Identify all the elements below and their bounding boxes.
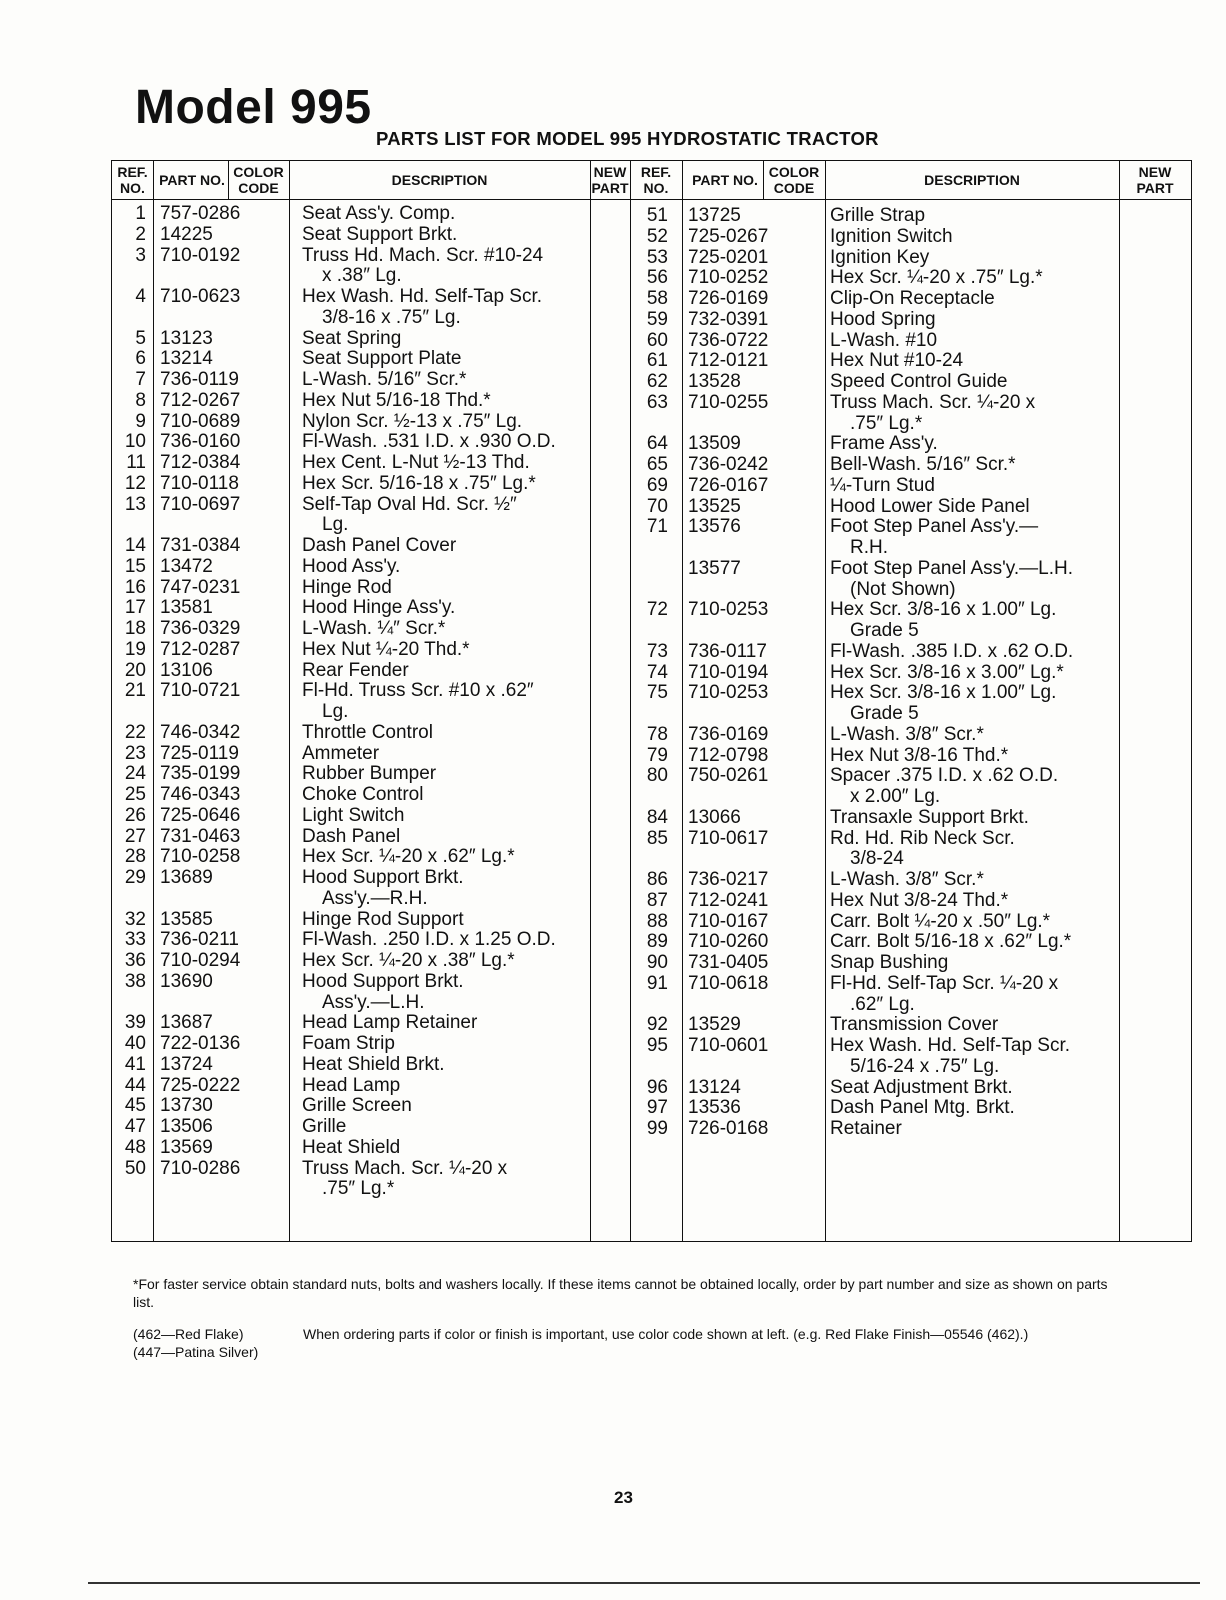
part-number: 13576 [688, 516, 741, 538]
part-description: Hinge Rod Support [302, 908, 464, 930]
parts-list-heading: PARTS LIST FOR MODEL 995 HYDROSTATIC TRACTOR [376, 128, 879, 149]
part-description: Rear Fender [302, 659, 409, 681]
ref-number: 44 [124, 1074, 146, 1096]
part-description: Frame Ass'y. [830, 433, 938, 455]
part-number: 13525 [688, 495, 741, 517]
ref-number: 89 [646, 931, 668, 953]
ref-number: 3 [135, 244, 146, 266]
part-description: Foam Strip [302, 1033, 395, 1054]
part-number: 712-0267 [160, 389, 241, 411]
ref-number: 24 [124, 763, 146, 785]
part-description: Hex Nut 3/8-16 Thd.* [830, 744, 1009, 766]
part-description: Hex Nut #10-24 [830, 350, 964, 372]
part-description: Retainer [830, 1118, 902, 1139]
color-code-legend [133, 1325, 258, 1361]
part-description: Grade 5 [850, 703, 919, 724]
part-number: 13581 [160, 597, 213, 619]
part-description: ¼-Turn Stud [830, 474, 935, 496]
ref-number: 20 [124, 659, 146, 681]
header-description: DESCRIPTION [924, 172, 1020, 188]
ref-number: 80 [646, 765, 668, 787]
ref-number: 61 [646, 350, 668, 372]
part-number: 722-0136 [160, 1033, 241, 1054]
ref-number: 74 [646, 661, 668, 683]
part-number: 13724 [160, 1053, 213, 1075]
ref-number: 19 [124, 638, 146, 660]
ref-number: 17 [124, 597, 146, 619]
part-description: .62″ Lg. [850, 993, 915, 1015]
ref-number: 38 [124, 970, 146, 992]
part-number: 13585 [160, 908, 213, 930]
part-number: 725-0646 [160, 804, 241, 826]
part-number: 710-0617 [688, 827, 769, 849]
part-description: 3/8-24 [850, 848, 904, 870]
ref-number: 5 [135, 327, 146, 349]
part-description: Seat Ass'y. Comp. [302, 203, 456, 224]
part-description: Grille Screen [302, 1095, 412, 1117]
header-new-part: NEW PART [1136, 164, 1174, 196]
part-description: Snap Bushing [830, 952, 949, 973]
part-description: Fl-Hd. Truss Scr. #10 x .62″ [302, 680, 534, 702]
part-description: Seat Support Brkt. [302, 223, 458, 245]
ref-number: 26 [124, 804, 146, 826]
part-description: Transaxle Support Brkt. [830, 806, 1029, 828]
part-description: Truss Mach. Scr. ¼-20 x [302, 1157, 508, 1179]
part-description: Hex Scr. ¼-20 x .75″ Lg.* [830, 267, 1043, 289]
ref-number: 45 [124, 1095, 146, 1117]
color-instruction: When ordering parts if color or finish is important, use color code shown at left. (e.g. Red Flake Finish—05546 (462).) [303, 1326, 1029, 1342]
ref-number: 2 [135, 223, 146, 245]
part-number: 736-0242 [688, 454, 769, 475]
part-description: Fl-Wash. .385 I.D. x .62 O.D. [830, 640, 1074, 662]
ref-number: 72 [646, 599, 668, 621]
part-description: L-Wash. 3/8″ Scr.* [830, 869, 984, 890]
part-number: 725-0222 [160, 1074, 241, 1096]
part-number: 13730 [160, 1095, 213, 1117]
part-description: L-Wash. 3/8″ Scr.* [830, 723, 984, 745]
part-number: 736-0329 [160, 618, 241, 639]
part-description: Dash Panel [302, 825, 401, 847]
part-number: 735-0199 [160, 763, 241, 785]
part-number: 13689 [160, 867, 213, 888]
part-description: L-Wash. ¼″ Scr.* [302, 618, 446, 639]
ref-number: 40 [124, 1033, 146, 1054]
part-description: Hex Wash. Hd. Self-Tap Scr. [830, 1035, 1071, 1056]
ref-number: 78 [646, 723, 668, 745]
ref-number: 84 [646, 806, 668, 828]
part-description: .75″ Lg.* [850, 412, 923, 434]
ref-number: 97 [646, 1097, 668, 1119]
part-number: 13536 [688, 1097, 741, 1119]
ref-number: 28 [124, 846, 146, 868]
part-description: Clip-On Receptacle [830, 288, 995, 309]
ref-number: 7 [135, 369, 146, 390]
ref-number: 27 [124, 825, 146, 847]
ref-number: 36 [124, 950, 146, 971]
part-number: 710-0253 [688, 682, 769, 704]
part-description: x 2.00″ Lg. [850, 786, 941, 807]
part-description: Hex Scr. 5/16-18 x .75″ Lg.* [302, 472, 536, 494]
ref-number: 95 [646, 1035, 668, 1056]
bottom-rule [88, 1582, 1200, 1584]
part-number: 736-0117 [688, 640, 767, 662]
part-description: Head Lamp Retainer [302, 1012, 478, 1034]
ref-number: 73 [646, 640, 668, 662]
part-description: Hinge Rod [302, 576, 392, 598]
part-number: 746-0343 [160, 784, 241, 805]
part-number: 13506 [160, 1116, 213, 1137]
part-number: 710-0623 [160, 286, 241, 307]
part-description: L-Wash. 5/16″ Scr.* [302, 369, 467, 390]
ref-number: 52 [646, 225, 668, 247]
part-description: Light Switch [302, 804, 405, 826]
part-description: Hex Scr. 3/8-16 x 3.00″ Lg.* [830, 661, 1064, 683]
part-number: 712-0121 [688, 350, 769, 372]
ref-number: 56 [646, 267, 668, 289]
part-number: 726-0167 [688, 474, 769, 496]
part-number: 13577 [688, 557, 741, 579]
ref-number: 63 [646, 391, 668, 413]
parts-table [111, 160, 1192, 1242]
header-new-part: NEW PART [591, 164, 629, 196]
part-description: .75″ Lg.* [322, 1178, 395, 1200]
part-number: 731-0384 [160, 535, 241, 556]
part-description: Grille Strap [830, 205, 926, 226]
part-description: 5/16-24 x .75″ Lg. [850, 1055, 1000, 1077]
header-color-code: COLOR CODE [768, 164, 820, 196]
header-description: DESCRIPTION [391, 172, 488, 188]
part-number: 13569 [160, 1136, 213, 1158]
part-number: 710-0192 [160, 244, 241, 266]
part-description: Hex Nut 3/8-24 Thd.* [830, 889, 1009, 911]
part-number: 710-0721 [160, 680, 241, 702]
ref-number: 85 [646, 827, 668, 849]
ref-number: 18 [124, 618, 146, 639]
part-number: 13124 [688, 1076, 741, 1098]
page-number: 23 [614, 1488, 633, 1507]
part-number: 746-0342 [160, 721, 241, 743]
part-description: Hex Nut 5/16-18 Thd.* [302, 389, 491, 411]
part-number: 726-0168 [688, 1118, 769, 1139]
part-description: Hood Ass'y. [302, 555, 401, 577]
ref-number: 96 [646, 1076, 668, 1098]
ref-number: 22 [124, 721, 146, 743]
ref-number: 13 [124, 493, 146, 515]
part-description: Dash Panel Mtg. Brkt. [830, 1097, 1015, 1119]
part-number: 736-0217 [688, 869, 769, 890]
part-description: Throttle Control [302, 721, 433, 743]
part-number: 731-0463 [160, 825, 241, 847]
part-description: Hex Nut ¼-20 Thd.* [302, 638, 470, 660]
part-description: Carr. Bolt ¼-20 x .50″ Lg.* [830, 910, 1051, 932]
part-description: (Not Shown) [850, 578, 956, 600]
part-number: 757-0286 [160, 203, 241, 224]
part-description: Carr. Bolt 5/16-18 x .62″ Lg.* [830, 931, 1072, 953]
part-description: Speed Control Guide [830, 371, 1008, 392]
part-number: 726-0169 [688, 288, 769, 309]
ref-number: 25 [124, 784, 146, 805]
ref-number: 60 [646, 329, 668, 351]
ref-number: 79 [646, 744, 668, 766]
part-description: Hood Hinge Ass'y. [302, 597, 456, 619]
part-number: 712-0798 [688, 744, 769, 766]
part-number: 710-0286 [160, 1157, 241, 1179]
part-number: 710-0252 [688, 267, 769, 289]
part-description: Heat Shield Brkt. [302, 1053, 445, 1075]
part-number: 13690 [160, 970, 213, 992]
part-description: Ass'y.—R.H. [322, 887, 428, 909]
part-description: Ammeter [302, 742, 380, 764]
part-number: 13066 [688, 806, 741, 828]
part-number: 710-0260 [688, 931, 769, 953]
part-number: 710-0697 [160, 493, 241, 515]
ref-number: 75 [646, 682, 668, 704]
part-number: 710-0601 [688, 1035, 769, 1056]
part-description: x .38″ Lg. [322, 265, 402, 287]
part-description: Foot Step Panel Ass'y.— [830, 516, 1039, 538]
part-description: Hex Scr. 3/8-16 x 1.00″ Lg. [830, 682, 1057, 704]
ref-number: 6 [135, 348, 146, 370]
part-number: 13528 [688, 371, 741, 392]
color-code-red: (462—Red Flake) [133, 1326, 244, 1342]
part-number: 13472 [160, 555, 213, 577]
part-number: 710-0294 [160, 950, 241, 971]
header-part-no: PART NO. [159, 172, 225, 188]
part-number: 13529 [688, 1014, 741, 1036]
ref-number: 9 [135, 410, 146, 432]
header-ref-no: REF. NO. [640, 164, 672, 196]
header-color-code: COLOR CODE [233, 164, 284, 196]
part-description: Fl-Hd. Self-Tap Scr. ¼-20 x [830, 972, 1059, 994]
part-number: 712-0287 [160, 638, 241, 660]
ref-number: 12 [124, 472, 146, 494]
part-number: 13509 [688, 433, 741, 455]
part-description: Dash Panel Cover [302, 535, 457, 556]
part-number: 710-0194 [688, 661, 769, 683]
ref-number: 87 [646, 889, 668, 911]
part-number: 750-0261 [688, 765, 769, 787]
part-description: Rd. Hd. Rib Neck Scr. [830, 827, 1015, 849]
part-number: 736-0211 [160, 929, 239, 951]
part-number: 14225 [160, 223, 213, 245]
ref-number: 11 [126, 452, 146, 473]
part-number: 725-0267 [688, 225, 769, 247]
ref-number: 88 [646, 910, 668, 932]
part-description: Lg. [322, 701, 349, 722]
ref-number: 92 [646, 1014, 668, 1036]
part-description: Ignition Switch [830, 225, 953, 247]
ref-number: 32 [124, 908, 146, 930]
part-description: Hood Support Brkt. [302, 970, 464, 992]
ref-number: 10 [124, 431, 146, 453]
ref-number: 16 [124, 576, 146, 598]
part-number: 736-0722 [688, 329, 769, 351]
ref-number: 47 [124, 1116, 146, 1137]
model-title: Model 995 [135, 81, 372, 134]
footnote: *For faster service obtain standard nuts, bolts and washers locally. If these items cannot be obtained locally, order by part number and size as shown on parts list. [133, 1276, 1108, 1310]
part-number: 725-0119 [160, 742, 239, 764]
part-description: Self-Tap Oval Hd. Scr. ½″ [302, 493, 517, 515]
part-description: Hex Scr. ¼-20 x .38″ Lg.* [302, 950, 515, 971]
part-number: 710-0167 [688, 910, 769, 932]
part-number: 747-0231 [160, 576, 241, 598]
ref-number: 91 [646, 972, 668, 994]
part-description: Truss Mach. Scr. ¼-20 x [830, 391, 1036, 413]
part-description: Grille [302, 1116, 347, 1137]
part-description: Seat Adjustment Brkt. [830, 1076, 1013, 1098]
part-number: 710-0255 [688, 391, 769, 413]
part-description: Transmission Cover [830, 1014, 999, 1036]
part-number: 712-0241 [688, 889, 769, 911]
part-number: 710-0258 [160, 846, 241, 868]
part-description: Fl-Wash. .531 I.D. x .930 O.D. [302, 431, 556, 453]
part-number: 13106 [160, 659, 213, 681]
part-description: 3/8-16 x .75″ Lg. [322, 306, 461, 328]
ref-number: 41 [124, 1053, 146, 1075]
part-number: 710-0689 [160, 410, 241, 432]
ref-number: 8 [135, 389, 146, 411]
ref-number: 39 [124, 1012, 146, 1034]
part-number: 736-0119 [160, 369, 239, 390]
part-number: 13687 [160, 1012, 213, 1034]
part-description: Hood Spring [830, 308, 936, 330]
part-description: Head Lamp [302, 1074, 401, 1096]
ref-number: 23 [124, 742, 146, 764]
part-description: Truss Hd. Mach. Scr. #10-24 [302, 244, 544, 266]
ref-number: 53 [646, 246, 668, 268]
ref-number: 1 [135, 203, 146, 224]
ref-number: 70 [646, 495, 668, 517]
ref-number: 64 [646, 433, 668, 455]
ref-number: 65 [646, 454, 668, 475]
part-number: 736-0160 [160, 431, 241, 453]
part-description: Hood Support Brkt. [302, 867, 464, 888]
part-number: 13214 [160, 348, 213, 370]
header-part-no: PART NO. [692, 172, 758, 188]
part-description: Ignition Key [830, 246, 930, 268]
ref-number: 51 [646, 205, 668, 226]
part-description: Hex Scr. 3/8-16 x 1.00″ Lg. [830, 599, 1057, 621]
ref-number: 62 [646, 371, 668, 392]
ref-number: 15 [124, 555, 146, 577]
part-description: Foot Step Panel Ass'y.—L.H. [830, 557, 1074, 579]
ref-number: 69 [646, 474, 668, 496]
ref-number: 71 [646, 516, 668, 538]
ref-number: 58 [646, 288, 668, 309]
ref-number: 14 [124, 535, 146, 556]
part-description: Hex Wash. Hd. Self-Tap Scr. [302, 286, 543, 307]
ref-number: 86 [646, 869, 668, 890]
part-description: Lg. [322, 514, 349, 536]
part-description: Fl-Wash. .250 I.D. x 1.25 O.D. [302, 929, 556, 951]
part-description: Heat Shield [302, 1136, 401, 1158]
part-description: Grade 5 [850, 620, 919, 641]
part-description: Hex Cent. L-Nut ½-13 Thd. [302, 452, 530, 473]
part-number: 725-0201 [688, 246, 769, 268]
ref-number: 90 [646, 952, 668, 973]
part-description: Seat Spring [302, 327, 402, 349]
ref-number: 4 [135, 286, 146, 307]
ref-number: 59 [646, 308, 668, 330]
color-code-silver: (447—Patina Silver) [133, 1344, 259, 1360]
ref-number: 99 [646, 1118, 668, 1139]
part-description: Spacer .375 I.D. x .62 O.D. [830, 765, 1059, 787]
ref-number: 33 [124, 929, 146, 951]
part-description: R.H. [850, 537, 888, 558]
part-description: Seat Support Plate [302, 348, 462, 370]
header-ref-no: REF. NO. [117, 164, 148, 196]
part-number: 736-0169 [688, 723, 769, 745]
part-description: L-Wash. #10 [830, 329, 938, 351]
part-description: Nylon Scr. ½-13 x .75″ Lg. [302, 410, 523, 432]
ref-number: 50 [124, 1157, 146, 1179]
ref-number: 48 [124, 1136, 146, 1158]
part-description: Hood Lower Side Panel [830, 495, 1030, 517]
part-description: Ass'y.—L.H. [322, 991, 425, 1013]
part-number: 13123 [160, 327, 213, 349]
part-number: 712-0384 [160, 452, 241, 473]
part-description: Choke Control [302, 784, 424, 805]
part-description: Rubber Bumper [302, 763, 437, 785]
ref-number: 21 [124, 680, 146, 702]
part-number: 710-0118 [160, 472, 239, 494]
part-number: 710-0618 [688, 972, 769, 994]
ref-number: 29 [124, 867, 146, 888]
part-description: Bell-Wash. 5/16″ Scr.* [830, 454, 1016, 475]
part-number: 732-0391 [688, 308, 769, 330]
part-number: 731-0405 [688, 952, 769, 973]
part-description: Hex Scr. ¼-20 x .62″ Lg.* [302, 846, 515, 868]
part-number: 13725 [688, 205, 741, 226]
part-number: 710-0253 [688, 599, 769, 621]
